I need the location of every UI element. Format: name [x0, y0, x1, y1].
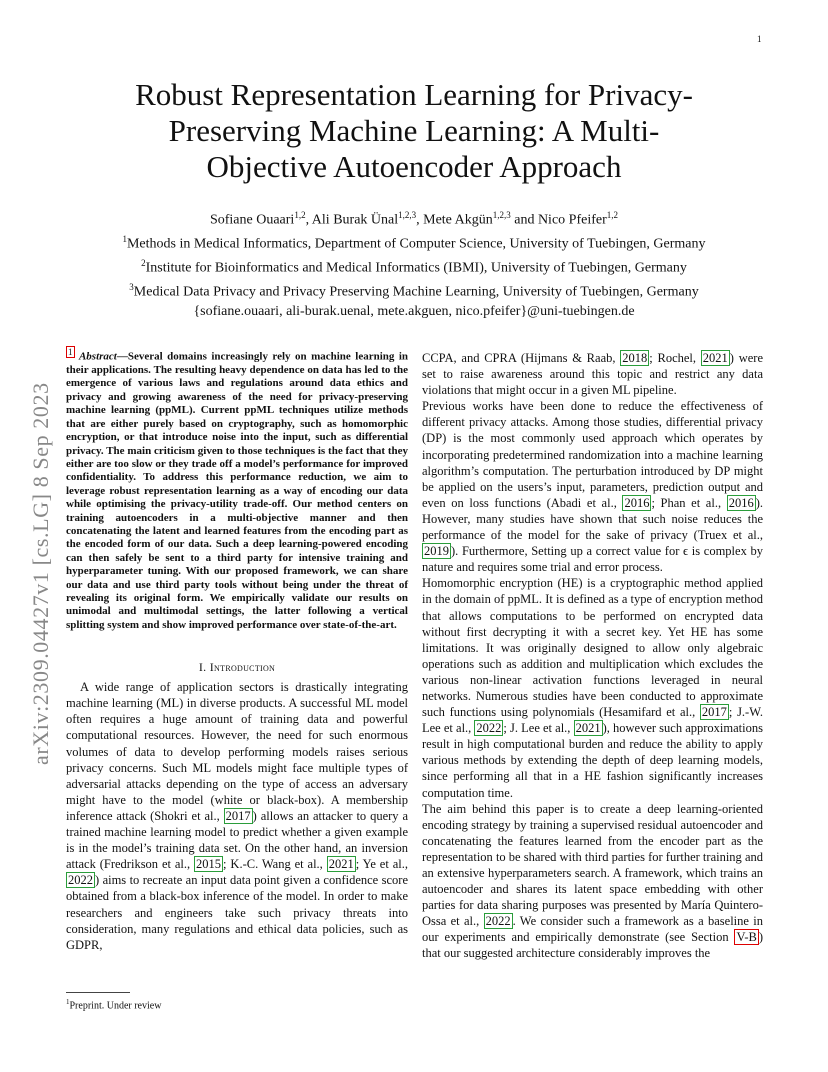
author-affil-mark: 1,2,3 [492, 210, 511, 220]
citation-link[interactable]: 2022 [476, 721, 502, 736]
text-run: ; Ye et al., [355, 857, 408, 872]
footnote-link[interactable]: 1 [68, 347, 73, 357]
body-paragraph [422, 575, 763, 800]
footnote [66, 998, 408, 1011]
author-block [60, 206, 768, 321]
citation-link[interactable]: 2022 [485, 914, 511, 929]
citation-link[interactable]: 2015 [196, 857, 222, 872]
text-run: Previous works have been done to reduce the effectiveness of different privacy attacks. Among those studies, differential privacy (DP) is the most commonly used approach which operates by incorporating predetermined randomization into a machine learning algorithm’s computation. The perturbation introduced by DP might be applied on the users’s input, parameters, prediction output and even on loss functions (Abadi et al., [422, 399, 763, 510]
citation-link[interactable]: 2021 [328, 857, 354, 872]
affiliation-text: Medical Data Privacy and Privacy Preserving Machine Learning, University of Tuebingen, Germany [133, 285, 699, 301]
text-run: The aim behind this paper is to create a deep learning-oriented encoding strategy by training a supervised residual autoencoder and concatenating the features learned from the encoder part as the representation to be shared with third parties for further training and an extensive hyperparameters search. A framework, which trains an autoencoder and shares its latent space embedding with other parties for data sharing purposes was presented by María Quintero-Ossa et al., [422, 801, 763, 929]
section-link[interactable]: V-B [736, 930, 757, 945]
page-number: 1 [757, 34, 762, 44]
citation-link[interactable]: 2017 [225, 808, 251, 823]
citation-link[interactable]: 2016 [624, 495, 650, 510]
footnote-rule [66, 992, 130, 993]
text-run: ). Furthermore, Setting up a correct value for ϵ is complex by nature and requires some trial and error process. [422, 544, 763, 575]
author-name: Sofiane Ouaari [209, 212, 295, 228]
body-paragraph [422, 801, 763, 962]
citation-link[interactable]: 2022 [68, 873, 93, 888]
affiliation-mark: 2 [141, 258, 146, 269]
text-run: Homomorphic encryption (HE) is a cryptographic method applied in the domain of ppML. It is defined as a type of encryption method that allows computations to be performed on encrypted data without first decrypting it with a secret key. Yet HE has some limitations. It was originally designed to allow only algebraic operations such as addition and multiplication which excludes the various non-linear activation functions leveraged in neural networks. Numerous studies have been conducted to approximate such functions using polynomials (Hesamifard et al., [422, 576, 763, 720]
text-run: ) were set to raise awareness around this topic and restrict any data violations that might occur in a given ML pipeline. [422, 351, 763, 398]
author-affil-mark: 1,2,3 [398, 210, 417, 220]
affiliation-mark: 3 [129, 282, 134, 293]
text-run: ; J.-W. Lee et al., [422, 705, 763, 736]
text-run: ), however such approximations result in high computational burden and reduce the ability to apply various methods by extending the depth of deep learning models, since performing all that in a HE fashion significantly increases computation time. [422, 721, 763, 800]
citation-link[interactable]: 2017 [701, 705, 727, 720]
text-run: ). However, many studies have shown that such noise reduces the performance of the model for the sake of privacy (Truex et al., [422, 495, 763, 543]
author-name: and Nico Pfeifer [510, 212, 607, 228]
abstract [66, 348, 408, 632]
citation-link[interactable]: 2019 [424, 544, 449, 559]
text-run: A wide range of application sectors is drastically integrating machine learning (ML) in diverse products. A successful ML model often requires a huge amount of training data and powerful computational resources. However, the need for such enormous volumes of data to develop performing models raises serious privacy concerns. Such ML models might face multiple types of adversarial attacks depending on the type of access an adversary might have to the model (white or black-box). A membership inference attack (Shokri et al., [66, 680, 408, 823]
citation-link[interactable]: 2021 [575, 721, 601, 736]
arxiv-stamp: arXiv:2309.04427v1 [cs.LG] 8 Sep 2023 [28, 382, 53, 765]
text-run: ) that our suggested architecture considerably improves the [422, 930, 763, 961]
body-paragraph [422, 398, 763, 575]
abstract-text: —Several domains increasingly rely on machine learning in their applications. The resulting heavy dependence on data has led to the emergence of various laws and regulations around data ethics and privacy and growing awareness of the need for privacy-preserving machine learning (ppML). Current ppML techniques utilize methods that are either purely based on cryptography, such as homomorphic encryption, or that introduce noise into the input, such as differential privacy. The main criticism given to those techniques is the fact that they either are too slow or they trade off a model’s performance for improved confidentiality. To address this performance reduction, we aim to leverage robust representation learning as a way of encoding our data while optimising the privacy-utility trade-off. Our method centers on training autoencoders in a multi-objective manner and then concatenating the latent and learned features from the encoding part as the encoded form of our data. Such a deep learning-powered encoding can then safely be sent to a third party for intensive training and hyperparameter tuning. With our proposed framework, we can share our data and use third party tools without being under the threat of revealing its original form. We empirically validate our results on unimodal and multimodal settings, the latter following a vertical splitting system and show improved performance over state-of-the-art. [66, 350, 409, 631]
affiliation-mark: 1 [122, 234, 127, 245]
author-affil-mark: 1,2 [294, 210, 306, 220]
body-paragraph [422, 350, 763, 398]
affiliation [60, 254, 768, 278]
text-run: ; K.-C. Wang et al., [223, 857, 327, 872]
author-name: , Ali Burak Ünal [305, 212, 399, 228]
citation-link[interactable]: 2021 [702, 351, 728, 365]
affiliation-text: Institute for Bioinformatics and Medical Informatics (IBMI), University of Tuebingen, Germany [145, 260, 687, 276]
text-run: ) aims to recreate an input data point given a confidence score obtained from a black-box inference of the model. In order to make researchers and engineers take such privacy threats into consideration, many regulations and ethical data policies, such as GDPR, [66, 873, 408, 952]
section-heading-introduction: I. Introduction [198, 660, 276, 675]
citation-link[interactable]: 2016 [728, 495, 754, 510]
text-run: ; J. Lee et al., [503, 721, 574, 736]
affiliation [60, 278, 768, 302]
affiliation [60, 230, 768, 254]
footnote-mark: 1 [66, 998, 70, 1006]
paper-title: Robust Representation Learning for Privacy-Preserving Machine Learning: A Multi-Objective Autoencoder Approach [135, 77, 693, 184]
citation-link[interactable]: 2018 [622, 351, 648, 365]
author-emails: {sofiane.ouaari, ali-burak.uenal, mete.akguen, nico.pfeifer}@uni-tuebingen.de [193, 303, 635, 319]
abstract-label: Abstract [78, 350, 117, 363]
left-column [66, 348, 408, 953]
text-run: . We consider such a framework as a baseline in our experiments and empirically demonstrate (see Section [422, 914, 763, 945]
author-list [60, 206, 768, 230]
text-run: CCPA, and CPRA (Hijmans & Raab, [422, 351, 621, 365]
text-run: ) allows an attacker to query a trained machine learning model to predict whether a given example is in the model’s training data set. On the other hand, an inversion attack (Fredrikson et al., [66, 808, 408, 872]
author-affil-mark: 1,2 [606, 210, 619, 220]
affiliation-text: Methods in Medical Informatics, Department of Computer Science, University of Tuebingen, Germany [126, 236, 706, 252]
author-name: , Mete Akgün [416, 212, 493, 228]
right-column [422, 350, 763, 962]
footnote-text: Preprint. Under review [69, 1000, 162, 1012]
text-run: ; Phan et al., [651, 495, 727, 510]
intro-paragraph [66, 679, 408, 953]
text-run: ; Rochel, [649, 351, 701, 365]
